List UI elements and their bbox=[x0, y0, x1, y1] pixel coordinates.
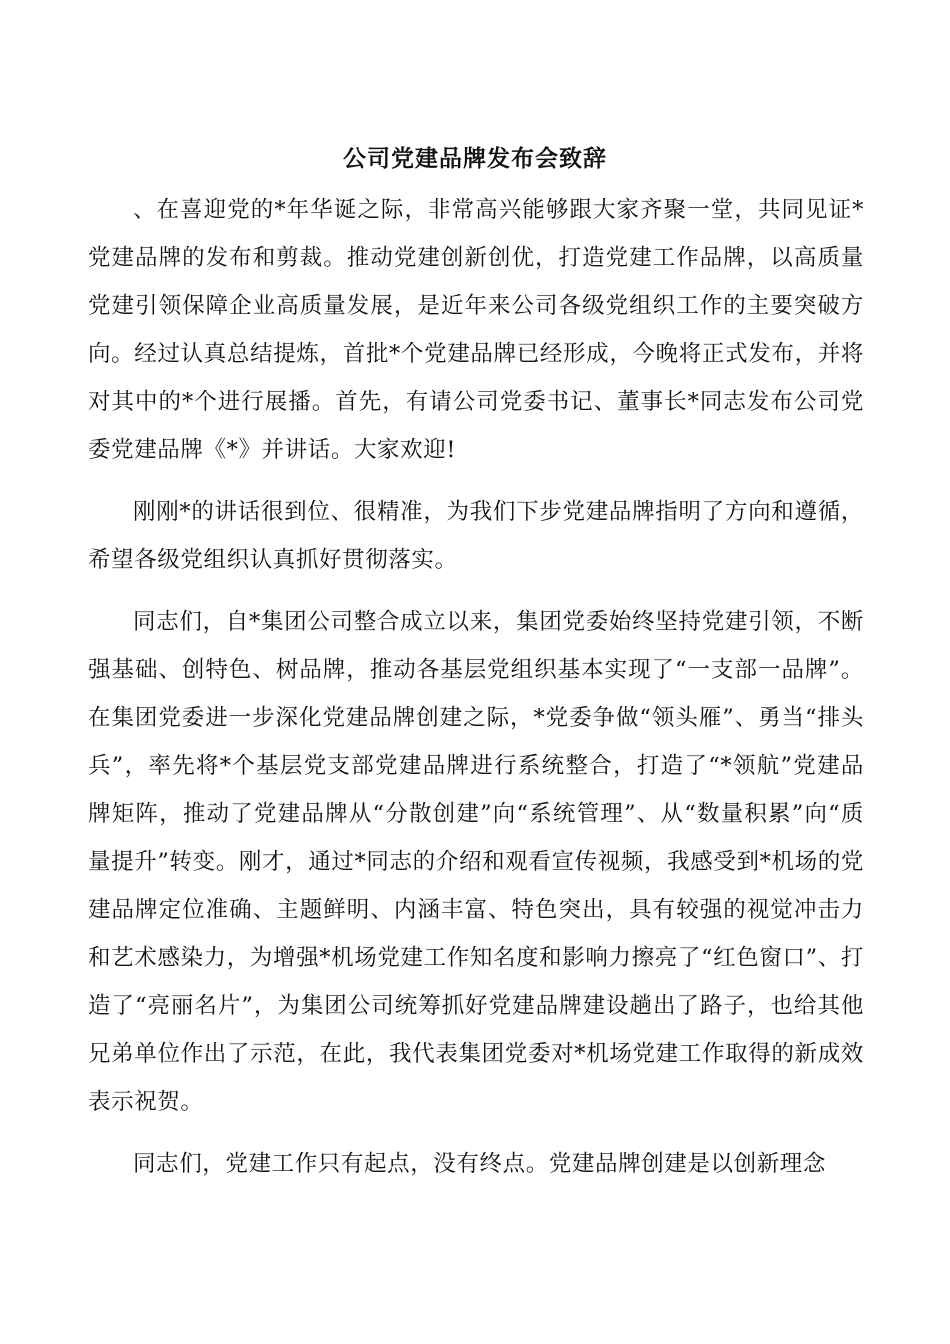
paragraph-3: 同志们，自*集团公司整合成立以来，集团党委始终坚持党建引领，不断强基础、创特色、树品牌，推动各基层党组织基本实现了“一支部一品牌”。在集团党委进一步深化党建品牌创建之际，*党委争做“领头雁”、勇当“排头兵”，率先将*个基层党支部党建品牌进行系统整合，打造了“*领航”党建品牌矩阵，推动了党建品牌从“分散创建”向“系统管理”、从“数量积累”向“质量提升”转变。刚才，通过*同志的介绍和观看宣传视频，我感受到*机场的党建品牌定位准确、主题鲜明、内涵丰富、特色突出，具有较强的视觉冲击力和艺术感染力，为增强*机场党建工作知名度和影响力擦亮了“红色窗口”、打造了“亮丽名片”，为集团公司统筹抓好党建品牌建设趟出了路子，也给其他兄弟单位作出了示范，在此，我代表集团党委对*机场党建工作取得的新成效表示祝贺。 bbox=[88, 609, 864, 1115]
paragraph-2: 刚刚*的讲话很到位、很精准，为我们下步党建品牌指明了方向和遵循，希望各级党组织认真抓好贯彻落实。 bbox=[88, 499, 864, 573]
paragraph-4: 同志们，党建工作只有起点，没有终点。党建品牌创建是以创新理念 bbox=[133, 1151, 827, 1177]
document-body bbox=[88, 186, 864, 1202]
document-title: 公司党建品牌发布会致辞 bbox=[343, 145, 607, 172]
paragraph-1: 、在喜迎党的*年华诞之际，非常高兴能够跟大家齐聚一堂，共同见证*党建品牌的发布和剪裁。推动党建创新创优，打造党建工作品牌，以高质量党建引领保障企业高质量发展，是近年来公司各级党组织工作的主要突破方向。经过认真总结提炼，首批*个党建品牌已经形成，今晚将正式发布，并将对其中的*个进行展播。首先，有请公司党委书记、董事长*同志发布公司党委党建品牌《*》并讲话。大家欢迎! bbox=[88, 197, 864, 463]
